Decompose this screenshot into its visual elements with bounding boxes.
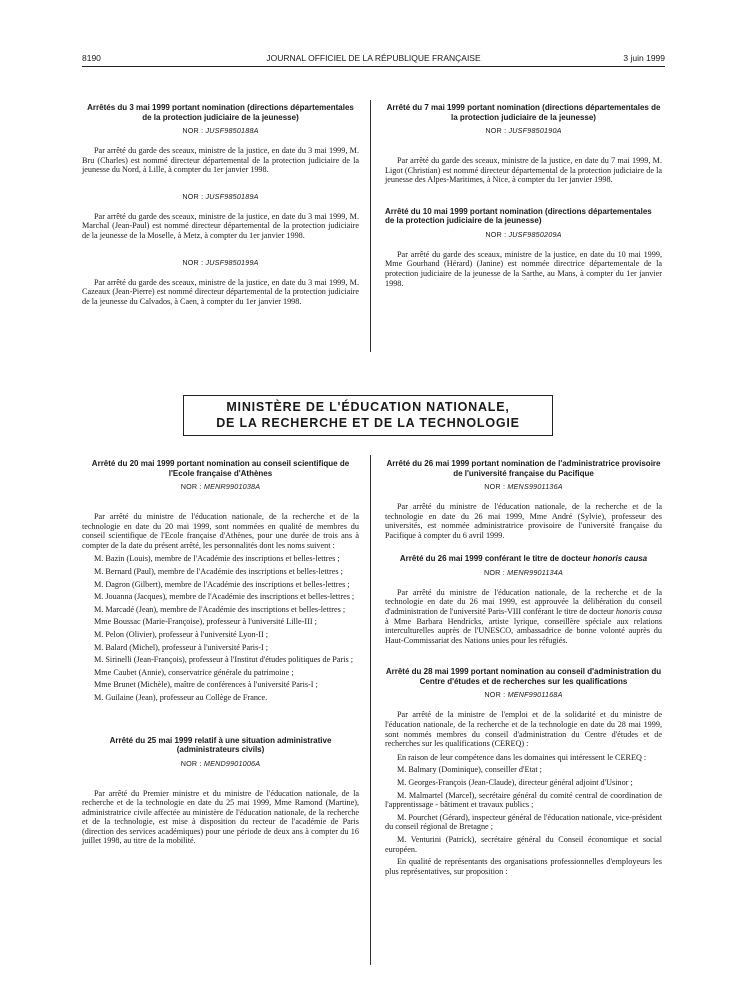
article-title (385, 554, 662, 564)
nor-label: NOR : (484, 567, 505, 577)
nor-reference (385, 126, 662, 135)
ministry-line-2: DE LA RECHERCHE ET DE LA TECHNOLOGIE (216, 415, 520, 430)
nor-code: JUSF9850209A (508, 229, 562, 239)
nor-code: MENS9901136A (507, 482, 563, 491)
list-item: En raison de leur compétence dans les domaines qui intéressent le CEREQ : (397, 752, 647, 762)
list-item: Mme Boussac (Marie-Françoise), professeur à l'université Lille-III ; (94, 617, 317, 627)
ministry-heading (183, 395, 553, 436)
article-paragraph: Par arrêté du garde des sceaux, ministre de la justice, en date du 3 mai 1999, M. Marchal (Jean-Paul) est nommé directeur départemental de la protection judiciaire de la jeunesse de la Moselle, à Metz, à compter du 1er janvier 1998. (82, 211, 359, 240)
article-title: Arrêtés du 3 mai 1999 portant nomination (directions départementales de la protection judiciaire de la jeunesse) (87, 103, 354, 122)
article-title: Arrêté du 20 mai 1999 portant nomination au conseil scientifique de l'Ecole française d'Athènes (91, 459, 350, 478)
list-item: M. Marcadé (Jean), membre de l'Académie des inscriptions et belles-lettres ; (94, 604, 346, 614)
article-paragraph: Par arrêté du garde des sceaux, ministre de la justice, en date du 3 mai 1999, M. Cazeaux (Jean-Pierre) est nommé directeur départemental de la protection judiciaire de la jeunesse du Calvados, à Caen, à compter du 1er janvier 1998. (82, 277, 359, 306)
nor-code: MEND9901006A (203, 758, 261, 768)
title-emphasis: honoris causa (592, 554, 648, 564)
nor-label: NOR : (484, 482, 506, 491)
article-title: Arrêté du 26 mai 1999 portant nomination de l'administratrice provisoire de l'université française du Pacifique (386, 459, 661, 478)
nor-label: NOR : (182, 126, 204, 135)
list-item: M. Sirinelli (Jean-François), professeur à l'Institut d'études politiques de Paris ; (94, 655, 353, 665)
page-number: 8190 (82, 53, 101, 63)
paragraph-text: à Mme Barbara Hendricks, artiste lyrique, conseillère spéciale aux relations interculturelles auprès de l'UNESCO, ambassadrice de bonne volonté auprès du Haut-Commissariat des Nations unies pour les réfugiés. (385, 616, 662, 645)
paragraph-text: Par arrêté du ministre de l'éducation nationale, de la recherche et de la technologie en date du 26 mai 1999, est approuvée la délibération du conseil d'administration de l'université Paris-VIII conférant le titre de docteur (385, 587, 662, 617)
nor-code: MENR9901038A (203, 482, 261, 491)
article-paragraph: Par arrêté du Premier ministre et du ministre de l'éducation nationale, de la recherche et de la technologie en date du 25 mai 1999, Mme Ramond (Martine), administratrice civile affectée au ministère de l'éducation nationale, de la recherche et de la technologie, est mise à disposition du recteur de l'académie de Paris (direction des services académiques) pour une période de deux ans à compter du 16 juillet 1998, au titre de la mobilité. (82, 788, 359, 846)
article-title: Arrêté du 28 mai 1999 portant nomination au conseil d'administration du Centre d'études et de recherches sur les qualifications (385, 667, 662, 686)
journal-title: JOURNAL OFFICIEL DE LA RÉPUBLIQUE FRANÇAISE (266, 53, 481, 63)
article-paragraph: Par arrêté du garde des sceaux, ministre de la justice, en date du 10 mai 1999, Mme Gourhand (Hérard) (Janine) est nommée directrice départementale de la protection judiciaire de la jeunesse de la Sarthe, au Mans, à compter du 1er janvier 1998. (385, 249, 662, 288)
nor-label: NOR : (180, 758, 202, 768)
nor-label: NOR : (485, 126, 507, 135)
paragraph-emphasis: honoris causa (615, 607, 663, 617)
nor-label: NOR : (485, 229, 507, 239)
column-divider (370, 455, 371, 965)
nor-reference (385, 482, 662, 491)
header-rule (82, 66, 665, 67)
ministry-line-1: MINISTÈRE DE L'ÉDUCATION NATIONALE, (226, 400, 510, 414)
page-header (82, 53, 665, 67)
list-item: M. Bernard (Paul), membre de l'Académie des inscriptions et belles-lettres ; (94, 566, 343, 576)
list-item: M. Jouanna (Jacques), membre de l'Académie des inscriptions et belles-lettres ; (94, 592, 355, 602)
list-item: M. Georges-François (Jean-Claude), directeur général adjoint d'Usinor ; (397, 778, 633, 787)
issue-date: 3 juin 1999 (623, 53, 665, 63)
list-item: M. Balmary (Dominique), conseiller d'Etat ; (397, 765, 542, 775)
nor-code: JUSF9850199A (205, 257, 259, 267)
list-item: M. Pourchet (Gérard), inspecteur général de l'éducation nationale, vice-président du conseil régional de Bretagne ; (385, 812, 662, 832)
nor-reference (82, 192, 359, 201)
list-item: M. Pelon (Olivier), professeur à l'université Lyon-II ; (94, 629, 269, 639)
nor-reference (82, 759, 359, 768)
list-item: M. Bazin (Louis), membre de l'Académie des inscriptions et belles-lettres ; (94, 554, 340, 564)
article-paragraph: Par arrêté du ministre de l'éducation nationale, de la recherche et de la technologie en date du 26 mai 1999, Mme André (Sylvie), professeur des universités, est nommée administratrice provisoire de l'université française du Pacifique à compter du 6 avril 1999. (385, 502, 662, 540)
article-paragraph: Par arrêté du garde des sceaux, ministre de la justice, en date du 3 mai 1999, M. Bru (Charles) est nommé directeur départemental de la protection judiciaire de la jeunesse du Nord, à Lille, à compter du 1er janvier 1998. (82, 146, 359, 175)
top-left-column (82, 103, 359, 310)
nor-code: JUSF9850188A (205, 126, 259, 135)
nor-label: NOR : (180, 482, 202, 491)
article-paragraph: Par arrêté de la ministre de l'emploi et de la solidarité et du ministre de l'éducation nationale, de la recherche et de la technologie en date du 28 mai 1999, sont nommés membres du conseil d'administration du Centre d'études et de recherches sur les qualifications (CEREQ) : (385, 710, 662, 749)
list-item: Mme Brunet (Michèle), maître de conférences à l'université Paris-I ; (94, 680, 318, 690)
list-item: M. Guilaine (Jean), professeur au Collège de France. (94, 692, 268, 702)
nor-code: MENR9901134A (507, 567, 563, 577)
list-item: M. Venturini (Patrick), secrétaire général du Conseil économique et social européen. (385, 834, 662, 854)
column-divider (370, 100, 371, 352)
article-title: Arrêté du 7 mai 1999 portant nomination (directions départementales de la protection judiciaire de la jeunesse) (386, 103, 661, 122)
article-paragraph (385, 588, 662, 646)
article-title: Arrêté du 25 mai 1999 relatif à une situation administrative (administrateurs civils) (109, 735, 332, 754)
bottom-left-column (82, 459, 359, 850)
nor-code: MENF9901168A (507, 690, 563, 700)
nor-reference (385, 568, 662, 577)
article-paragraph: Par arrêté du garde des sceaux, ministre de la justice, en date du 7 mai 1999, M. Ligot (Christian) est nommé directeur départemental de la protection judiciaire de la jeunesse des Alpes-Maritimes, à Nice, à compter du 1er janvier 1998. (385, 156, 662, 185)
list-item: M. Dagron (Gilbert), membre de l'Académie des inscriptions et belles-lettres ; (94, 579, 350, 589)
list-item: M. Malmartel (Marcel), secrétaire général du comité central de coordination de l'apprentissage - bâtiment et travaux publics ; (385, 790, 662, 810)
nor-reference (82, 126, 359, 135)
nor-label: NOR : (182, 191, 204, 201)
nor-reference (82, 482, 359, 491)
article-title: Arrêté du 10 mai 1999 portant nomination (directions départementales de la protection judiciaire de la jeunesse) (385, 206, 652, 226)
title-text: Arrêté du 26 mai 1999 conférant le titre de docteur (399, 554, 591, 564)
list-item: Mme Caubet (Annie), conservatrice générale du patrimoine ; (94, 667, 294, 677)
nor-code: JUSF9850190A (508, 126, 562, 135)
top-right-column (385, 103, 662, 292)
nor-reference (82, 258, 359, 267)
nor-label: NOR : (484, 690, 506, 700)
list-item: M. Balard (Michel), professeur à l'université Paris-I ; (94, 642, 269, 652)
nor-reference (385, 690, 662, 699)
nor-label: NOR : (182, 257, 204, 267)
article-paragraph: Par arrêté du ministre de l'éducation nationale, de la recherche et de la technologie en date du 20 mai 1999, sont nommées en qualité de membres du conseil scientifique de l'Ecole française d'Athènes, pour une durée de trois ans à compter de la date du présent arrêté, les personnalités dont les noms suivent : (82, 512, 359, 550)
bottom-right-column (385, 459, 662, 879)
nor-reference (385, 230, 662, 239)
list-item: En qualité de représentants des organisations professionnelles d'employeurs les plus représentatives, sur proposition : (385, 857, 662, 876)
nor-code: JUSF9850189A (205, 191, 259, 201)
